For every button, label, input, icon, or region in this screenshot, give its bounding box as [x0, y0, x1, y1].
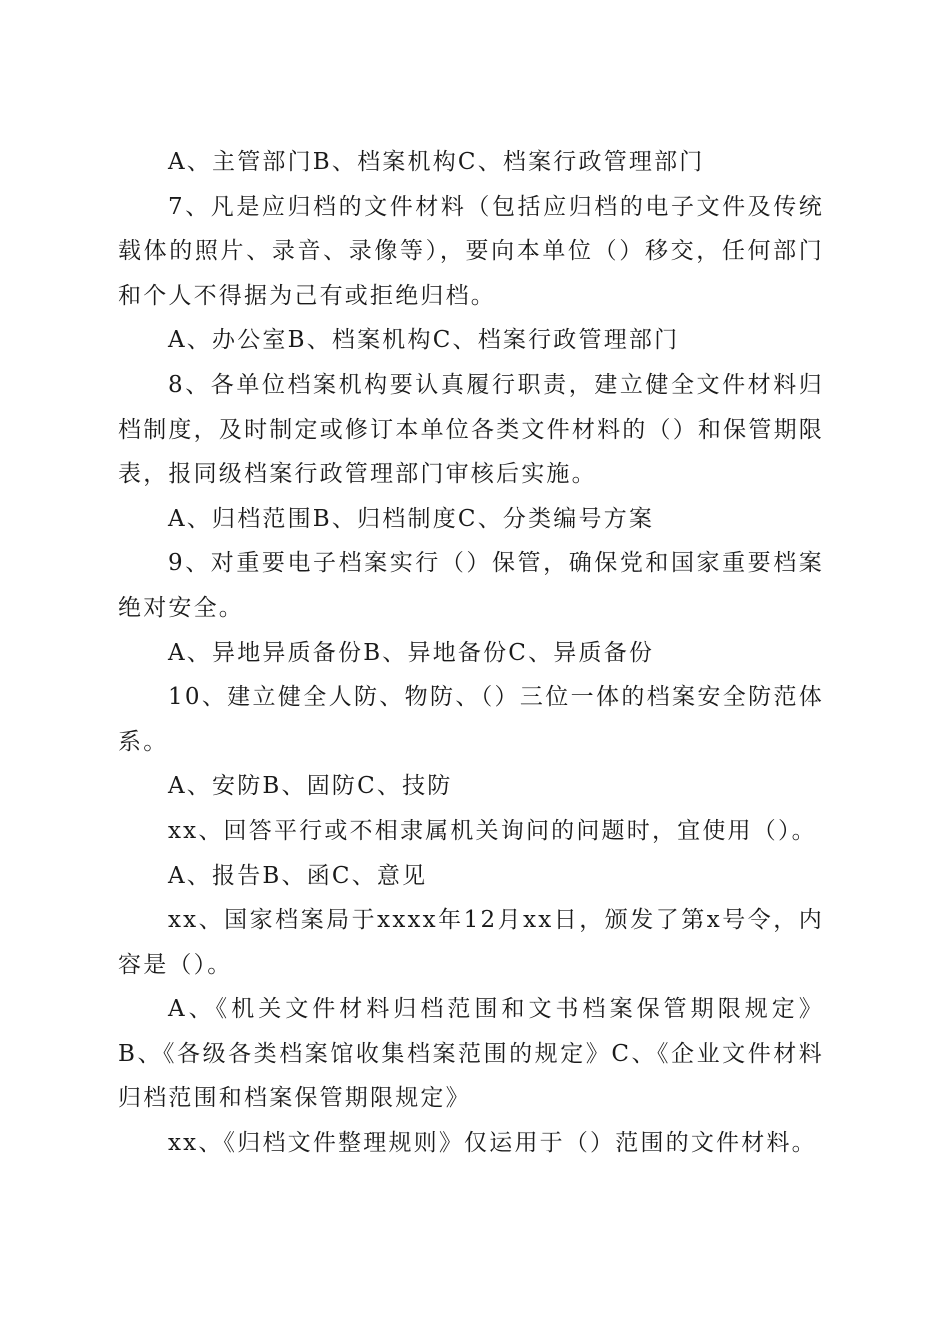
question-10: 10、建立健全人防、物防、（）三位一体的档案安全防范体系。: [118, 684, 824, 755]
document-body: [118, 140, 824, 1166]
option-line-q10: A、安防B、固防C、技防: [168, 773, 453, 800]
option-line-q8: A、归档范围B、归档制度C、分类编号方案: [168, 505, 655, 532]
question-11: xx、回答平行或不相隶属机关询问的问题时，宜使用（）。: [168, 817, 817, 844]
question-7: 7、凡是应归档的文件材料（包括应归档的电子文件及传统载体的照片、录音、录像等），要向本单位（）移交，任何部门和个人不得据为己有或拒绝归档。: [118, 193, 824, 309]
option-line-q7: A、办公室B、档案机构C、档案行政管理部门: [168, 327, 680, 354]
option-line-q11: A、报告B、函C、意见: [168, 862, 428, 889]
question-9: 9、对重要电子档案实行（）保管，确保党和国家重要档案绝对安全。: [118, 550, 824, 621]
option-line-q6: A、主管部门B、档案机构C、档案行政管理部门: [168, 149, 705, 175]
option-line-q12: A、《机关文件材料归档范围和文书档案保管期限规定》B、《各级各类档案馆收集档案范围的规定》C、《企业文件材料归档范围和档案保管期限规定》: [118, 996, 824, 1112]
option-line-q9: A、异地异质备份B、异地备份C、异质备份: [168, 639, 655, 666]
question-12: xx、国家档案局于xxxx年12月xx日，颁发了第x号令，内容是（）。: [118, 907, 824, 978]
question-13: xx、《归档文件整理规则》仅运用于（）范围的文件材料。: [168, 1130, 817, 1157]
question-8: 8、各单位档案机构要认真履行职责，建立健全文件材料归档制度，及时制定或修订本单位各类文件材料的（）和保管期限表，报同级档案行政管理部门审核后实施。: [118, 371, 824, 488]
